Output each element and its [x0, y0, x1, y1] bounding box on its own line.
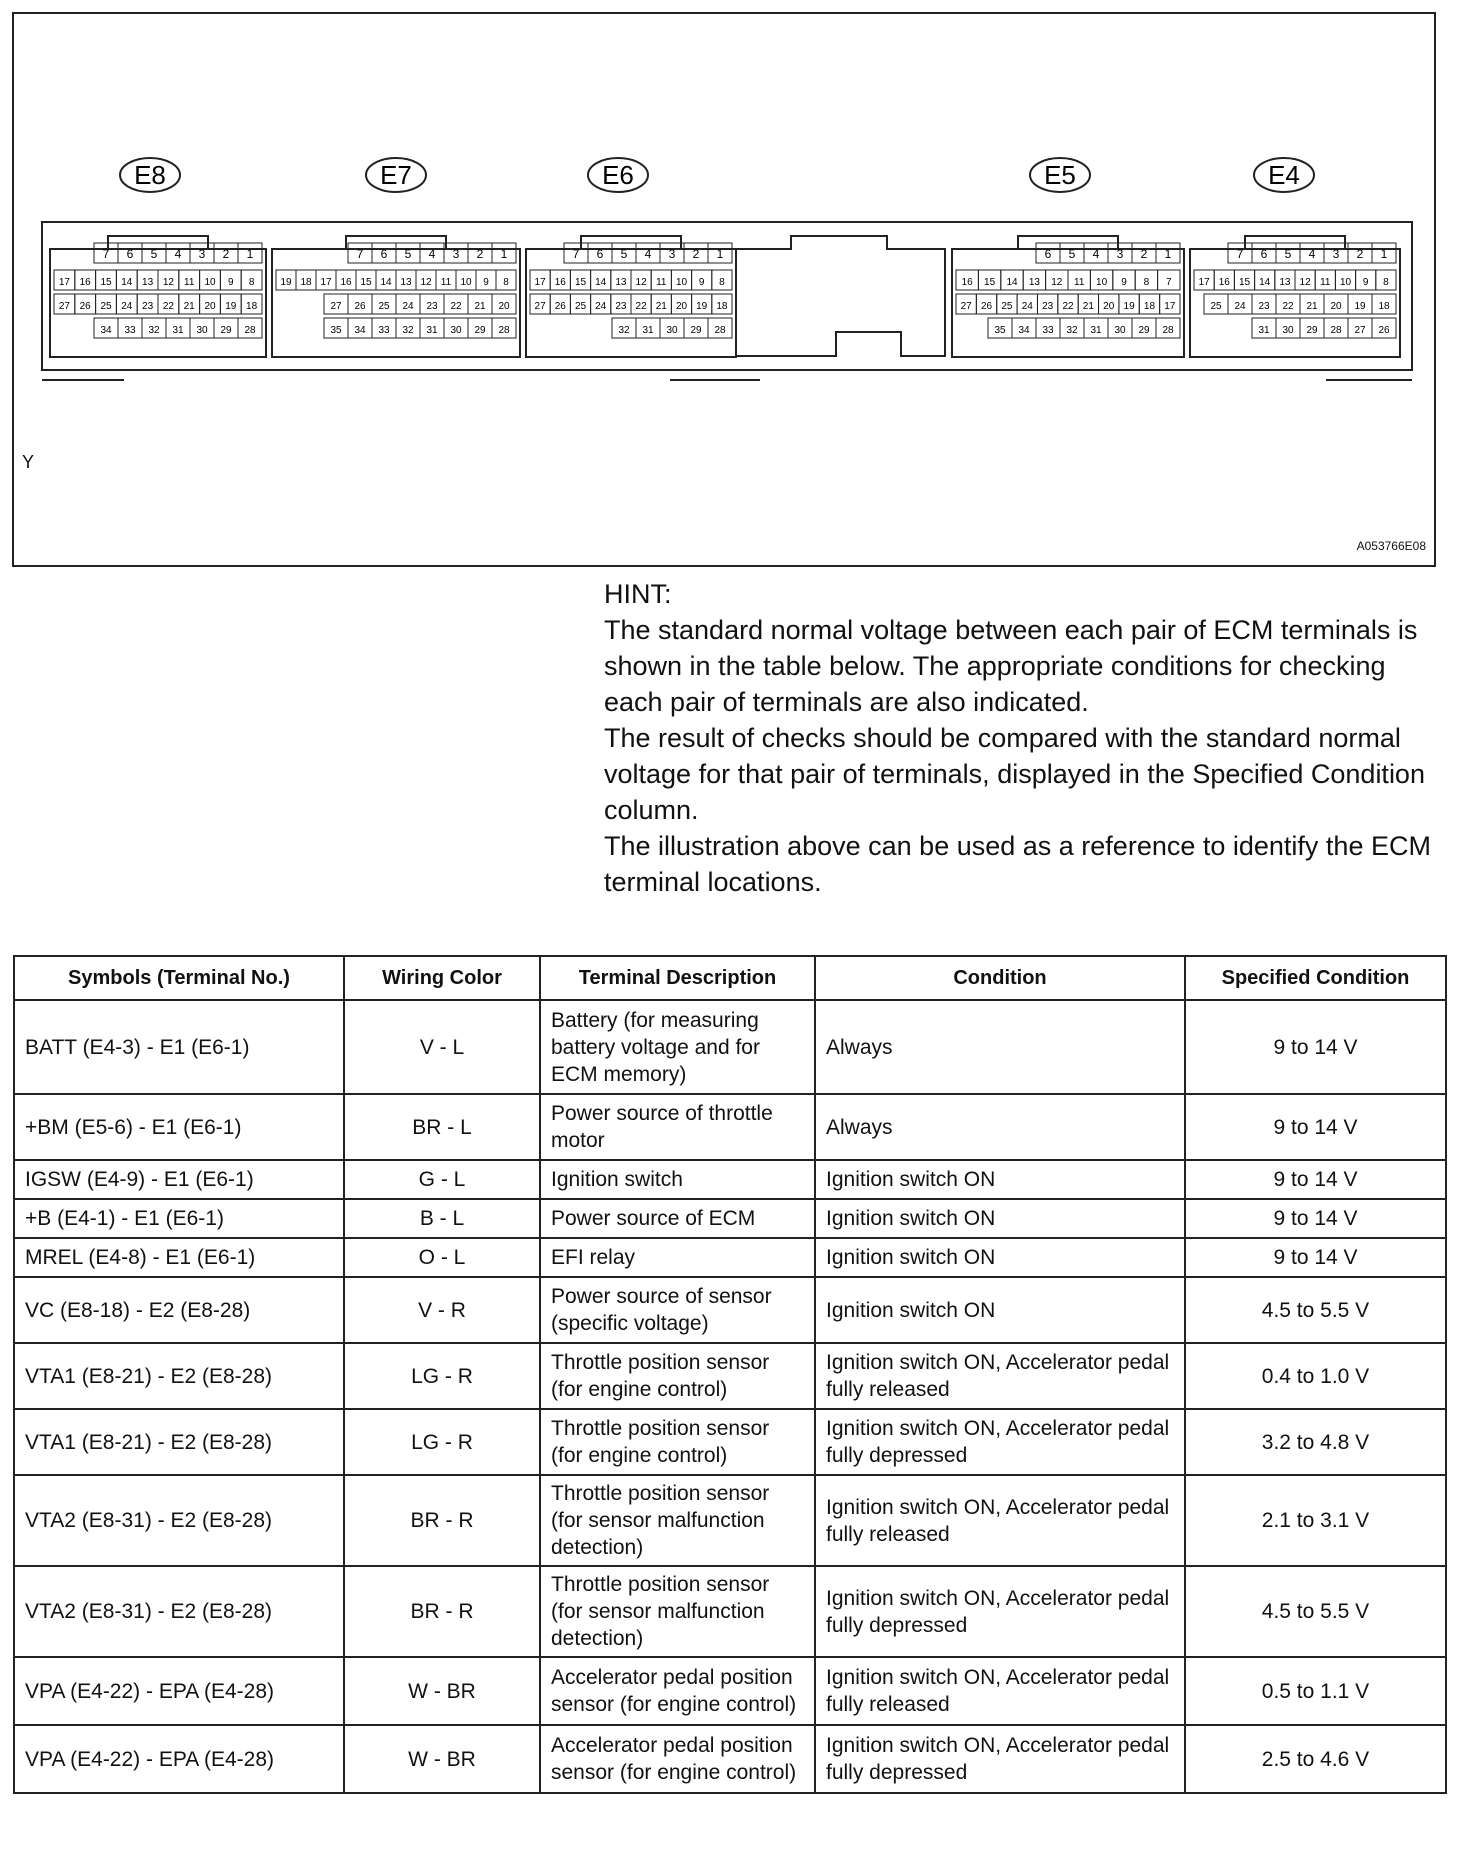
terminal-number: 13: [400, 277, 412, 288]
terminal-number: 12: [1051, 277, 1063, 288]
terminal-number: 33: [1042, 325, 1054, 336]
cell-condition: Ignition switch ON, Accelerator pedal fully released: [815, 1343, 1185, 1409]
cell-symbols: MREL (E4-8) - E1 (E6-1): [14, 1238, 344, 1277]
terminal-number: 30: [666, 325, 678, 336]
cell-specified-condition: 9 to 14 V: [1185, 1160, 1446, 1199]
terminal-number: 23: [426, 301, 438, 312]
terminal-number: 20: [204, 301, 216, 312]
terminal-number: 14: [1259, 277, 1271, 288]
connector-label: E4: [1268, 160, 1300, 190]
terminal-number: 8: [1383, 277, 1389, 288]
cell-specified-condition: 0.5 to 1.1 V: [1185, 1657, 1446, 1725]
terminal-number: 22: [1062, 301, 1074, 312]
header-specified-condition: Specified Condition: [1185, 956, 1446, 1000]
terminal-number: 27: [534, 301, 546, 312]
terminal-voltage-table: [13, 955, 1447, 1794]
cell-terminal-description: Power source of sensor (specific voltage): [540, 1277, 815, 1343]
terminal-number: 30: [196, 325, 208, 336]
terminal-number: 26: [980, 301, 993, 312]
cell-wiring-color: B - L: [344, 1199, 540, 1238]
cell-wiring-color: G - L: [344, 1160, 540, 1199]
cell-symbols: VC (E8-18) - E2 (E8-28): [14, 1277, 344, 1343]
terminal-number: 29: [1306, 325, 1318, 336]
terminal-number: 23: [1258, 301, 1270, 312]
terminal-number: 31: [1090, 325, 1102, 336]
terminal-number: 16: [961, 277, 973, 288]
terminal-number: 10: [1339, 277, 1352, 288]
terminal-number: 18: [246, 301, 258, 312]
terminal-number: 3: [1116, 247, 1124, 261]
terminal-number: 17: [534, 277, 546, 288]
terminal-number: 15: [574, 277, 587, 288]
terminal-number: 15: [984, 277, 996, 288]
hint-paragraph: The standard normal voltage between each pair of ECM terminals is shown in the table below. The appropriate conditions for checking each pair of terminals are also indicated.: [604, 615, 1418, 717]
table-row: [14, 1238, 1446, 1277]
terminal-number: 12: [635, 277, 647, 288]
cell-wiring-color: BR - R: [344, 1566, 540, 1657]
terminal-number: 13: [615, 277, 627, 288]
terminal-number: 11: [440, 277, 452, 288]
terminal-number: 30: [1282, 325, 1294, 336]
cell-terminal-description: Accelerator pedal position sensor (for engine control): [540, 1657, 815, 1725]
terminal-number: 27: [960, 301, 972, 312]
terminal-number: 21: [1306, 301, 1318, 312]
terminal-number: 14: [595, 277, 607, 288]
terminal-number: 6: [596, 247, 604, 261]
terminal-number: 11: [1074, 277, 1085, 288]
terminal-number: 10: [1096, 277, 1108, 288]
terminal-number: 8: [1143, 277, 1150, 288]
cell-wiring-color: LG - R: [344, 1409, 540, 1475]
terminal-number: 24: [1021, 301, 1033, 312]
cell-specified-condition: 4.5 to 5.5 V: [1185, 1566, 1446, 1657]
connector-illustration: [12, 12, 1436, 567]
cell-wiring-color: W - BR: [344, 1725, 540, 1793]
terminal-number: 32: [402, 325, 414, 336]
terminal-number: 13: [1028, 277, 1040, 288]
terminal-number: 17: [1164, 301, 1176, 312]
hint-section: [604, 576, 1434, 900]
cell-specified-condition: 4.5 to 5.5 V: [1185, 1277, 1446, 1343]
table-row: [14, 1199, 1446, 1238]
hint-title: HINT:: [604, 579, 672, 609]
terminal-number: 7: [102, 247, 110, 261]
table-row: [14, 1657, 1446, 1725]
cell-terminal-description: Accelerator pedal position sensor (for engine control): [540, 1725, 815, 1793]
center-housing-block: [736, 236, 945, 356]
terminal-number: 13: [1279, 277, 1291, 288]
cell-condition: Ignition switch ON: [815, 1277, 1185, 1343]
terminal-number: 28: [1330, 325, 1342, 336]
cell-symbols: +BM (E5-6) - E1 (E6-1): [14, 1094, 344, 1160]
terminal-number: 29: [690, 325, 702, 336]
cell-terminal-description: Throttle position sensor (for sensor malfunction detection): [540, 1475, 815, 1566]
terminal-number: 6: [380, 247, 388, 261]
terminal-number: 15: [1238, 277, 1251, 288]
terminal-number: 9: [483, 277, 489, 288]
terminal-number: 25: [1001, 301, 1013, 312]
connector-housing: [42, 222, 1412, 370]
terminal-number: 29: [474, 325, 486, 336]
terminal-number: 23: [142, 301, 154, 312]
cell-specified-condition: 9 to 14 V: [1185, 1094, 1446, 1160]
header-symbols: Symbols (Terminal No.): [14, 956, 344, 1000]
terminal-number: 22: [635, 301, 647, 312]
table-row: [14, 1343, 1446, 1409]
terminal-number: 1: [1380, 247, 1388, 261]
cell-symbols: VTA2 (E8-31) - E2 (E8-28): [14, 1475, 344, 1566]
terminal-number: 17: [1198, 277, 1210, 288]
cell-symbols: VTA2 (E8-31) - E2 (E8-28): [14, 1566, 344, 1657]
terminal-number: 8: [719, 277, 725, 288]
cell-terminal-description: Throttle position sensor (for engine control): [540, 1343, 815, 1409]
cell-specified-condition: 9 to 14 V: [1185, 1000, 1446, 1094]
terminal-number: 14: [1006, 277, 1018, 288]
terminal-number: 15: [100, 277, 112, 288]
connector-label: E8: [134, 160, 166, 190]
terminal-number: 34: [1018, 325, 1030, 336]
terminal-number: 17: [320, 277, 332, 288]
terminal-number: 7: [1166, 277, 1172, 288]
terminal-number: 10: [204, 277, 216, 288]
connector-label: E6: [602, 160, 634, 190]
cell-wiring-color: V - R: [344, 1277, 540, 1343]
terminal-number: 5: [1284, 247, 1292, 261]
terminal-number: 10: [675, 277, 688, 288]
cell-terminal-description: Battery (for measuring battery voltage and for ECM memory): [540, 1000, 815, 1094]
terminal-number: 12: [1299, 277, 1311, 288]
header-condition: Condition: [815, 956, 1185, 1000]
terminal-number: 31: [426, 325, 438, 336]
terminal-number: 5: [1068, 247, 1076, 261]
terminal-number: 4: [428, 247, 436, 261]
terminal-number: 6: [1260, 247, 1268, 261]
terminal-number: 19: [280, 277, 292, 288]
terminal-number: 19: [1123, 301, 1135, 312]
terminal-number: 35: [994, 325, 1006, 336]
table-row: [14, 1566, 1446, 1657]
hint-paragraph: The result of checks should be compared with the standard normal voltage for that pair of terminals, displayed in the Specified Condition column.: [604, 723, 1425, 825]
terminal-number: 25: [1210, 301, 1222, 312]
terminal-number: 2: [1140, 247, 1148, 261]
terminal-number: 30: [450, 325, 462, 336]
header-wiring-color: Wiring Color: [344, 956, 540, 1000]
terminal-number: 18: [716, 301, 728, 312]
side-label: Y: [22, 452, 35, 472]
terminal-number: 18: [300, 277, 312, 288]
terminal-number: 4: [1092, 247, 1100, 261]
terminal-number: 28: [714, 325, 726, 336]
terminal-number: 35: [330, 325, 342, 336]
cell-terminal-description: Throttle position sensor (for engine control): [540, 1409, 815, 1475]
terminal-number: 6: [1044, 247, 1052, 261]
cell-condition: Ignition switch ON, Accelerator pedal fully released: [815, 1657, 1185, 1725]
terminal-number: 1: [500, 247, 508, 261]
terminal-number: 33: [378, 325, 390, 336]
cell-condition: Ignition switch ON: [815, 1160, 1185, 1199]
cell-symbols: IGSW (E4-9) - E1 (E6-1): [14, 1160, 344, 1199]
terminal-number: 27: [58, 301, 70, 312]
table-row: [14, 1277, 1446, 1343]
terminal-number: 22: [1282, 301, 1294, 312]
connector-label: E5: [1044, 160, 1076, 190]
terminal-number: 3: [1332, 247, 1340, 261]
terminal-number: 24: [1234, 301, 1246, 312]
cell-symbols: VTA1 (E8-21) - E2 (E8-28): [14, 1409, 344, 1475]
terminal-number: 34: [100, 325, 112, 336]
terminal-number: 20: [675, 301, 688, 312]
terminal-number: 20: [1330, 301, 1342, 312]
terminal-number: 4: [644, 247, 652, 261]
cell-condition: Ignition switch ON: [815, 1238, 1185, 1277]
terminal-number: 29: [1138, 325, 1150, 336]
terminal-number: 26: [554, 301, 566, 312]
terminal-number: 9: [1121, 277, 1127, 288]
connector-label: E7: [380, 160, 412, 190]
terminal-number: 32: [1066, 325, 1078, 336]
cell-wiring-color: O - L: [344, 1238, 540, 1277]
terminal-number: 2: [476, 247, 484, 261]
cell-symbols: +B (E4-1) - E1 (E6-1): [14, 1199, 344, 1238]
terminal-number: 26: [79, 301, 91, 312]
cell-terminal-description: Throttle position sensor (for sensor malfunction detection): [540, 1566, 815, 1657]
terminal-number: 31: [172, 325, 184, 336]
cell-specified-condition: 0.4 to 1.0 V: [1185, 1343, 1446, 1409]
terminal-number: 18: [1378, 301, 1390, 312]
terminal-number: 21: [474, 301, 486, 312]
terminal-number: 34: [354, 325, 366, 336]
cell-condition: Always: [815, 1094, 1185, 1160]
cell-symbols: VPA (E4-22) - EPA (E4-28): [14, 1725, 344, 1793]
terminal-number: 21: [183, 301, 195, 312]
cell-symbols: VTA1 (E8-21) - E2 (E8-28): [14, 1343, 344, 1409]
terminal-number: 25: [100, 301, 112, 312]
terminal-number: 3: [198, 247, 206, 261]
terminal-number: 23: [1042, 301, 1054, 312]
terminal-number: 20: [1103, 301, 1115, 312]
terminal-number: 22: [162, 301, 174, 312]
cell-condition: Ignition switch ON, Accelerator pedal fully depressed: [815, 1409, 1185, 1475]
cell-condition: Ignition switch ON, Accelerator pedal fully released: [815, 1475, 1185, 1566]
terminal-number: 28: [244, 325, 256, 336]
cell-wiring-color: W - BR: [344, 1657, 540, 1725]
cell-symbols: VPA (E4-22) - EPA (E4-28): [14, 1657, 344, 1725]
terminal-number: 16: [79, 277, 91, 288]
cell-symbols: BATT (E4-3) - E1 (E6-1): [14, 1000, 344, 1094]
terminal-number: 28: [1162, 325, 1174, 336]
terminal-number: 2: [222, 247, 230, 261]
terminal-number: 9: [698, 277, 705, 288]
hint-paragraph: The illustration above can be used as a reference to identify the ECM terminal locations.: [604, 831, 1431, 897]
terminal-number: 2: [692, 247, 700, 261]
cell-condition: Ignition switch ON, Accelerator pedal fully depressed: [815, 1566, 1185, 1657]
cell-condition: Ignition switch ON, Accelerator pedal fully depressed: [815, 1725, 1185, 1793]
terminal-number: 4: [1308, 247, 1316, 261]
terminal-number: 3: [668, 247, 676, 261]
terminal-number: 11: [1320, 277, 1331, 288]
terminal-number: 17: [58, 277, 70, 288]
cell-specified-condition: 9 to 14 V: [1185, 1199, 1446, 1238]
terminal-number: 13: [142, 277, 154, 288]
terminal-number: 16: [554, 277, 566, 288]
header-terminal-description: Terminal Description: [540, 956, 815, 1000]
terminal-number: 1: [716, 247, 724, 261]
cell-condition: Ignition switch ON: [815, 1199, 1185, 1238]
cell-specified-condition: 2.5 to 4.6 V: [1185, 1725, 1446, 1793]
terminal-number: 27: [330, 301, 342, 312]
terminal-number: 5: [150, 247, 158, 261]
cell-terminal-description: Power source of ECM: [540, 1199, 815, 1238]
terminal-number: 8: [503, 277, 509, 288]
terminal-number: 26: [354, 301, 366, 312]
terminal-number: 11: [184, 277, 195, 288]
terminal-number: 9: [228, 277, 234, 288]
terminal-number: 28: [498, 325, 510, 336]
cell-wiring-color: LG - R: [344, 1343, 540, 1409]
terminal-number: 7: [356, 247, 364, 261]
terminal-number: 21: [1082, 301, 1094, 312]
terminal-number: 33: [124, 325, 136, 336]
terminal-number: 24: [121, 301, 133, 312]
terminal-number: 2: [1356, 247, 1364, 261]
terminal-number: 24: [402, 301, 414, 312]
table-row: [14, 1000, 1446, 1094]
terminal-number: 32: [618, 325, 630, 336]
terminal-number: 14: [380, 277, 392, 288]
cell-terminal-description: EFI relay: [540, 1238, 815, 1277]
table-row: [14, 1475, 1446, 1566]
terminal-number: 22: [450, 301, 462, 312]
cell-wiring-color: V - L: [344, 1000, 540, 1094]
terminal-number: 14: [121, 277, 133, 288]
terminal-number: 7: [572, 247, 580, 261]
terminal-number: 24: [595, 301, 607, 312]
cell-terminal-description: Power source of throttle motor: [540, 1094, 815, 1160]
terminal-number: 23: [615, 301, 627, 312]
terminal-number: 16: [340, 277, 352, 288]
terminal-number: 19: [1354, 301, 1366, 312]
terminal-number: 25: [574, 301, 587, 312]
cell-condition: Always: [815, 1000, 1185, 1094]
terminal-number: 11: [656, 277, 667, 288]
terminal-number: 30: [1114, 325, 1126, 336]
table-row: [14, 1160, 1446, 1199]
cell-specified-condition: 2.1 to 3.1 V: [1185, 1475, 1446, 1566]
terminal-number: 7: [1236, 247, 1244, 261]
terminal-number: 27: [1354, 325, 1366, 336]
cell-wiring-color: BR - R: [344, 1475, 540, 1566]
terminal-number: 25: [378, 301, 390, 312]
cell-terminal-description: Ignition switch: [540, 1160, 815, 1199]
terminal-number: 15: [360, 277, 372, 288]
figure-id: A053766E08: [1356, 539, 1426, 553]
cell-specified-condition: 9 to 14 V: [1185, 1238, 1446, 1277]
table-row: [14, 1094, 1446, 1160]
terminal-number: 6: [126, 247, 134, 261]
cell-wiring-color: BR - L: [344, 1094, 540, 1160]
terminal-number: 19: [696, 301, 708, 312]
terminal-number: 31: [642, 325, 654, 336]
terminal-number: 26: [1378, 325, 1390, 336]
terminal-number: 31: [1258, 325, 1270, 336]
terminal-number: 4: [174, 247, 182, 261]
table-row: [14, 1725, 1446, 1793]
terminal-number: 3: [452, 247, 460, 261]
ecm-connector-diagram: [14, 14, 1434, 565]
terminal-number: 8: [248, 277, 255, 288]
terminal-number: 1: [1164, 247, 1172, 261]
terminal-number: 12: [162, 277, 174, 288]
terminal-number: 12: [420, 277, 432, 288]
terminal-number: 9: [1362, 277, 1369, 288]
terminal-number: 20: [498, 301, 510, 312]
terminal-number: 32: [148, 325, 160, 336]
terminal-number: 29: [220, 325, 232, 336]
cell-specified-condition: 3.2 to 4.8 V: [1185, 1409, 1446, 1475]
terminal-number: 5: [620, 247, 628, 261]
terminal-number: 18: [1143, 301, 1156, 312]
terminal-number: 10: [460, 277, 472, 288]
table-header-row: [14, 956, 1446, 1000]
terminal-number: 5: [404, 247, 412, 261]
terminal-number: 1: [246, 247, 254, 261]
terminal-number: 16: [1218, 277, 1230, 288]
table-row: [14, 1409, 1446, 1475]
terminal-number: 19: [225, 301, 237, 312]
terminal-number: 21: [655, 301, 667, 312]
